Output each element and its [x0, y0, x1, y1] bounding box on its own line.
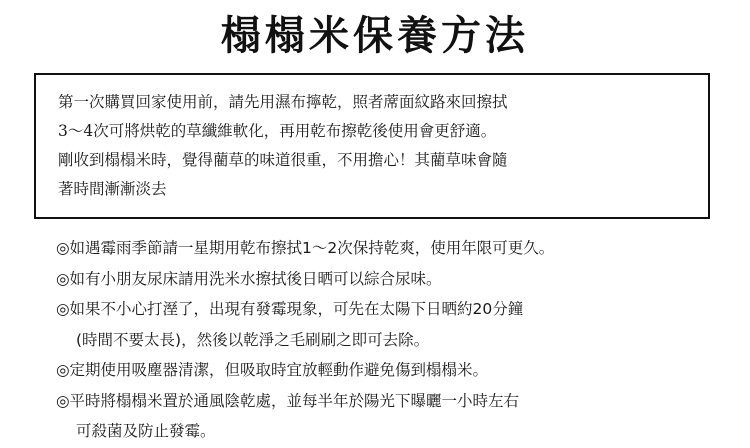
intro-line: 3～4次可將烘乾的草纖維軟化，再用乾布擦乾後使用會更舒適。 — [58, 122, 497, 140]
tip-item — [56, 264, 736, 295]
tip-item — [56, 233, 736, 264]
intro-line: 剛收到榻榻米時，覺得藺草的味道很重，不用擔心！其藺草味會隨 — [58, 151, 508, 169]
tip-line: ◎平時將榻榻米置於通風陰乾處，並每半年於陽光下曝曬一小時左右 — [56, 391, 520, 410]
page-title: 榻榻米保養方法 — [221, 13, 529, 59]
tip-item — [56, 355, 736, 386]
tip-line: ◎定期使用吸塵器清潔，但吸取時宜放輕動作避免傷到榻榻米。 — [56, 361, 489, 379]
tip-line: (時間不要太長)，然後以乾淨之毛刷刷之即可去除。 — [76, 330, 430, 349]
intro-box — [34, 73, 710, 219]
intro-line: 第一次購買回家使用前，請先用濕布擰乾，照者蓆面紋路來回擦拭 — [58, 93, 508, 111]
tip-item — [56, 386, 736, 447]
tips-list — [56, 233, 736, 447]
tip-line: ◎如果不小心打溼了，出現有發霉現象，可先在太陽下日晒約20分鐘 — [56, 300, 524, 318]
tip-line: 可殺菌及防止發霉。 — [76, 422, 216, 440]
tip-item — [56, 294, 736, 355]
tip-line: ◎如有小朋友尿床請用洗米水擦拭後日晒可以綜合尿味。 — [56, 269, 442, 288]
intro-line: 著時間漸漸淡去 — [58, 180, 167, 198]
tip-line: ◎如遇霉雨季節請一星期用乾布擦拭1～2次保持乾爽，使用年限可更久。 — [56, 239, 555, 257]
